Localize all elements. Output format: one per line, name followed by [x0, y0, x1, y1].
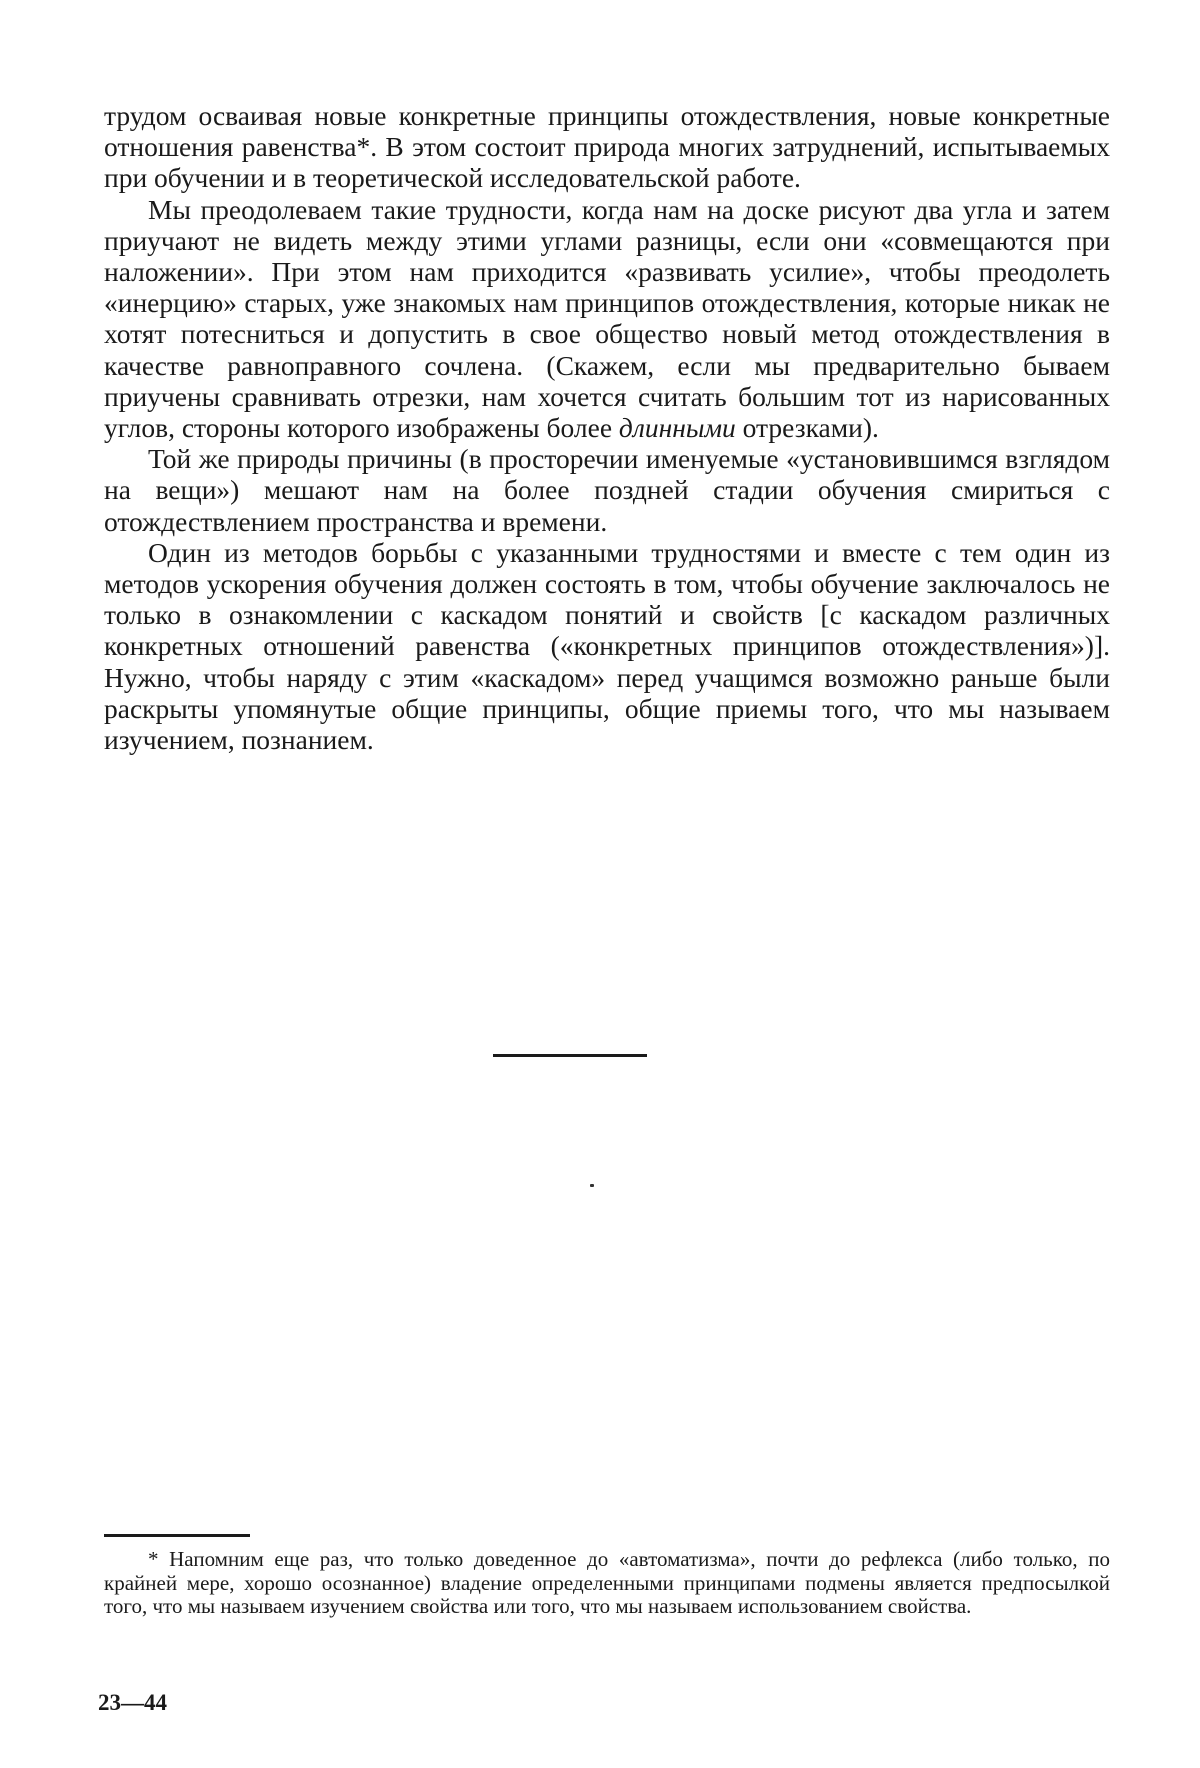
paragraph-2-end: отрезками). — [742, 412, 879, 444]
footnote: * Напомним еще раз, что только доведенное до «автоматизма», почти до рефлекса (либо только, по крайней мере, хорошо осознанное) владение определенными принципами подмены является предпосылкой того, что мы называем изучением свойства или того, что мы называем использованием свойства. — [104, 1547, 1110, 1618]
italic-word: длинными — [618, 412, 736, 444]
paragraph-4: Один из методов борьбы с указанными трудностями и вместе с тем один из методов ускорения обучения должен состоять в том, чтобы обучение заключалось не только в ознакомлении с каскадом понятий и свойств [с каскадом различных конкретных отношений равенства («конкретных принципов отождествления»)]. Нужно, чтобы наряду с этим «каскадом» перед учащимся возможно раньше были раскрыты упомянутые общие принципы, общие приемы того, что мы называем изучением, познанием. — [104, 536, 1110, 756]
page-body — [104, 100, 1110, 755]
page-signature: 23—44 — [98, 1690, 167, 1715]
paragraph-2-text: Мы преодолеваем такие трудности, когда нам на доске рисуют два угла и затем приучают не видеть между этими углами разницы, если они «совмещаются при наложении». При этом нам приходится «развивать усилие», чтобы преодолеть «инерцию» старых, уже знакомых нам принципов отождествления, которые никак не хотят потесниться и допустить в свое общество новый метод отождествления в качестве равноправного сочлена. (Скажем, если мы предварительно бываем приучены сравнивать отрезки, нам хочется считать большим тот из нарисованных углов, стороны которого изображены более — [104, 193, 1110, 444]
section-divider — [493, 1054, 647, 1057]
footnote-rule — [104, 1534, 250, 1537]
paragraph-1: трудом осваивая новые конкретные принципы отождествления, новые конкретные отношения равенства*. В этом состоит природа многих затруднений, испытываемых при обучении и в теоретической исследовательской работе. — [104, 100, 1110, 194]
paragraph-2 — [104, 194, 1110, 444]
paragraph-3: Той же природы причины (в просторечии именуемые «установившимся взглядом на вещи») мешают нам на более поздней стадии обучения смириться с отождествлением пространства и времени. — [104, 443, 1110, 537]
print-speck — [590, 1184, 594, 1187]
